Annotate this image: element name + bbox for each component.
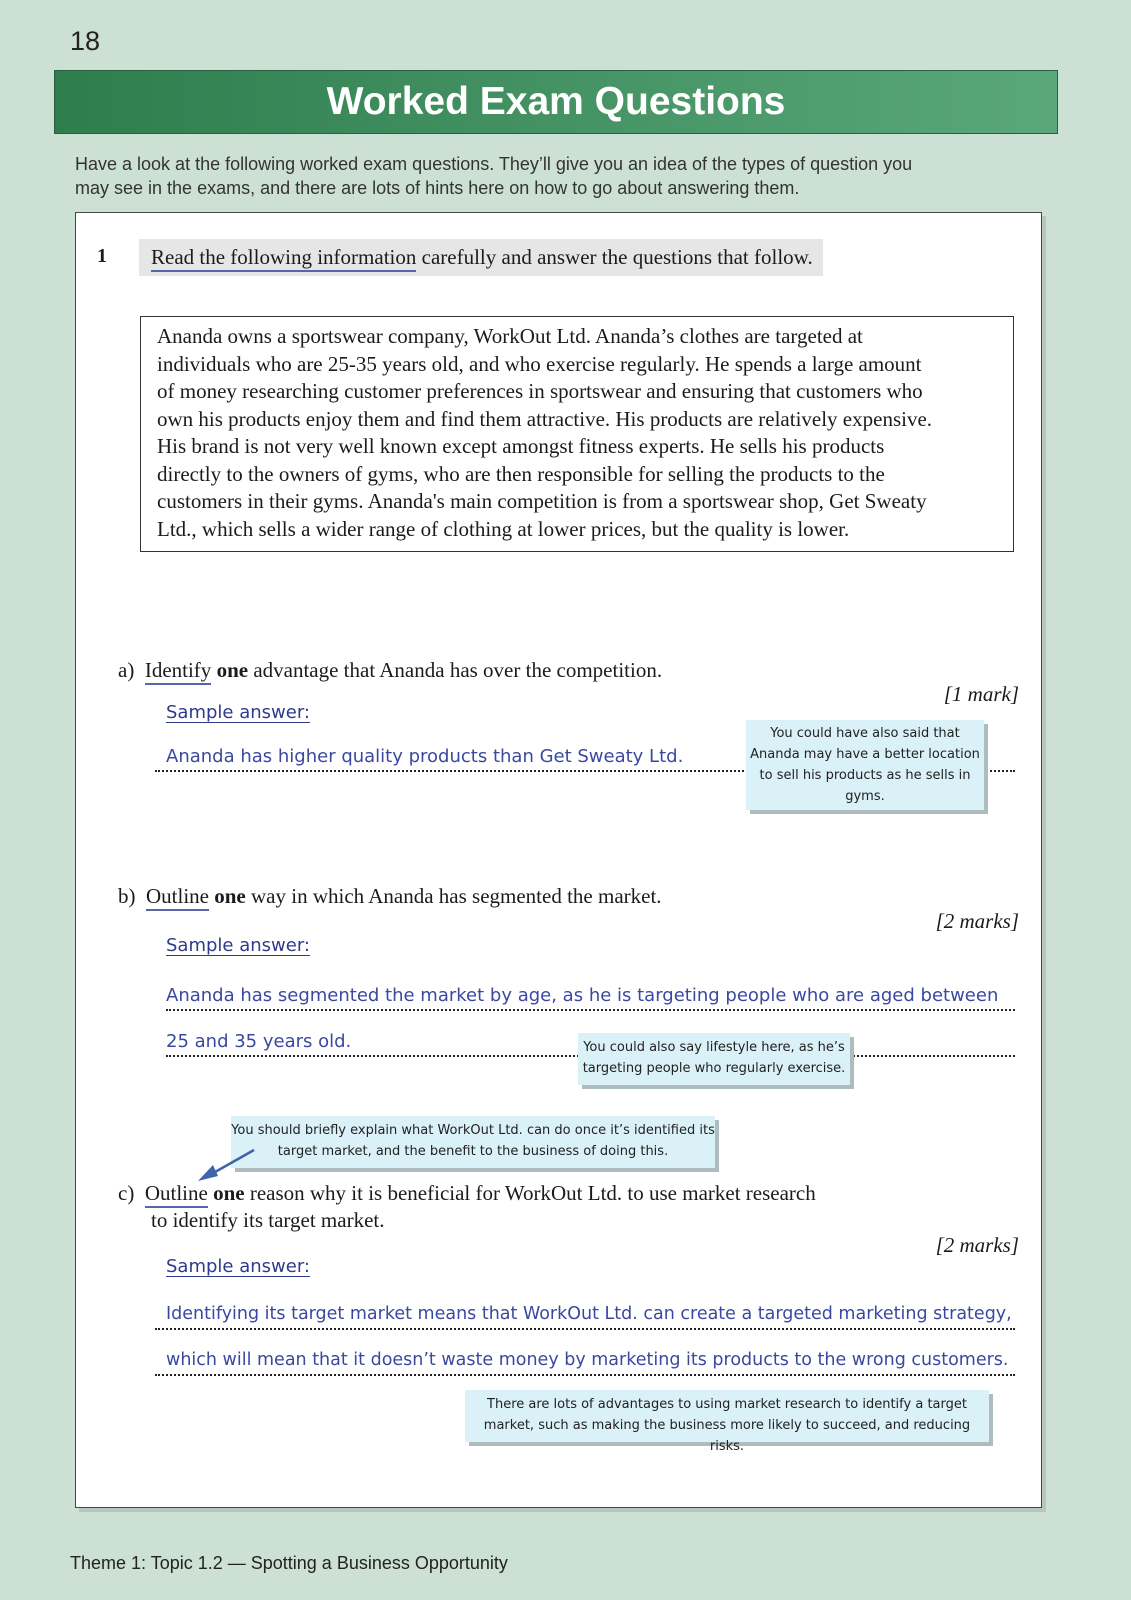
- part-b-bold: one: [214, 884, 246, 908]
- part-c-question-line2: to identify its target market.: [151, 1208, 385, 1232]
- part-b-command: Outline: [146, 884, 209, 911]
- intro-line: Have a look at the following worked exam questions. They’ll give you an idea of the types of question you: [75, 154, 913, 174]
- intro-line: may see in the exams, and there are lots of hints here on how to go about answering them.: [75, 178, 800, 198]
- part-a-command: Identify: [145, 658, 211, 685]
- part-b-label: b): [118, 884, 136, 908]
- part-c-question: [118, 1181, 816, 1206]
- part-c-hint-note: You should briefly explain what WorkOut Ltd. can do once it’s identified its target market, and the benefit to the business of doing this.: [231, 1116, 715, 1168]
- answer-dotted-line: [166, 1009, 1015, 1011]
- title-banner: [54, 70, 1058, 134]
- part-b-question: [118, 884, 662, 909]
- part-a-question: [118, 658, 662, 683]
- instruction-underlined: Read the following information: [151, 245, 416, 272]
- instruction-rest: carefully and answer the questions that follow.: [416, 245, 813, 269]
- hint-arrow-icon: [194, 1146, 258, 1184]
- info-line: customers in their gyms. Ananda's main competition is from a sportswear shop, Get Sweaty: [157, 489, 927, 513]
- part-a-sample-label: Sample answer:: [166, 702, 310, 723]
- page-number: 18: [70, 26, 101, 56]
- info-line: directly to the owners of gyms, who are then responsible for selling the products to the: [157, 461, 885, 486]
- part-b-sample-label: Sample answer:: [166, 935, 310, 956]
- information-box: [140, 316, 1014, 552]
- part-b-hint-note: You could also say lifestyle here, as he’s targeting people who regularly exercise.: [578, 1033, 850, 1085]
- part-c-advantages-note: There are lots of advantages to using market research to identify a target market, such as making the business more likely to succeed, and reducing risks.: [465, 1390, 989, 1442]
- part-b-answer-line: 25 and 35 years old.: [166, 1031, 352, 1052]
- part-c-command: Outline: [145, 1181, 208, 1208]
- intro-text: [75, 152, 1025, 200]
- question-instruction: [139, 239, 823, 276]
- part-a-answer-line: Ananda has higher quality products than Get Sweaty Ltd.: [166, 746, 684, 767]
- part-b-marks: [2 marks]: [935, 909, 1019, 933]
- part-b-rest: way in which Ananda has segmented the market.: [245, 884, 662, 908]
- info-line: individuals who are 25-35 years old, and who exercise regularly. He spends a large amount: [157, 351, 922, 376]
- part-c-rest: reason why it is beneficial for WorkOut Ltd. to use market research: [244, 1181, 816, 1205]
- page-title: Worked Exam Questions: [326, 80, 786, 123]
- part-c-answer-line: Identifying its target market means that WorkOut Ltd. can create a targeted marketing strategy,: [166, 1304, 1012, 1324]
- part-a-bold: one: [216, 658, 249, 682]
- question-number: 1: [97, 245, 107, 267]
- part-b-answer-line: Ananda has segmented the market by age, as he is targeting people who are aged between: [166, 985, 999, 1006]
- info-line: His brand is not very well known except amongst fitness experts. He sells his products: [157, 434, 885, 458]
- part-c-bold: one: [213, 1181, 245, 1205]
- part-c-label: c): [118, 1181, 135, 1205]
- page-footer: Theme 1: Topic 1.2 — Spotting a Business Opportunity: [70, 1553, 508, 1573]
- info-line: own his products enjoy them and find them attractive. His products are relatively expensive.: [157, 406, 933, 431]
- info-line: Ananda owns a sportswear company, WorkOut Ltd. Ananda’s clothes are targeted at: [157, 324, 863, 348]
- answer-dotted-line: [155, 1328, 1015, 1330]
- part-a-label: a): [118, 658, 135, 682]
- info-line: of money researching customer preferences in sportswear and ensuring that customers who: [157, 379, 923, 403]
- part-c-answer-line: which will mean that it doesn’t waste money by marketing its products to the wrong customers.: [166, 1350, 1009, 1370]
- part-a-hint-note: You could have also said that Ananda may have a better location to sell his products as he sells in gyms.: [746, 720, 984, 810]
- info-line: Ltd., which sells a wider range of clothing at lower prices, but the quality is lower.: [157, 516, 850, 541]
- part-a-rest: advantage that Ananda has over the competition.: [248, 658, 663, 682]
- part-a-marks: [1 mark]: [943, 682, 1019, 706]
- part-c-sample-label: Sample answer:: [166, 1256, 310, 1277]
- answer-dotted-line: [155, 1374, 1015, 1376]
- part-c-marks: [2 marks]: [935, 1233, 1019, 1257]
